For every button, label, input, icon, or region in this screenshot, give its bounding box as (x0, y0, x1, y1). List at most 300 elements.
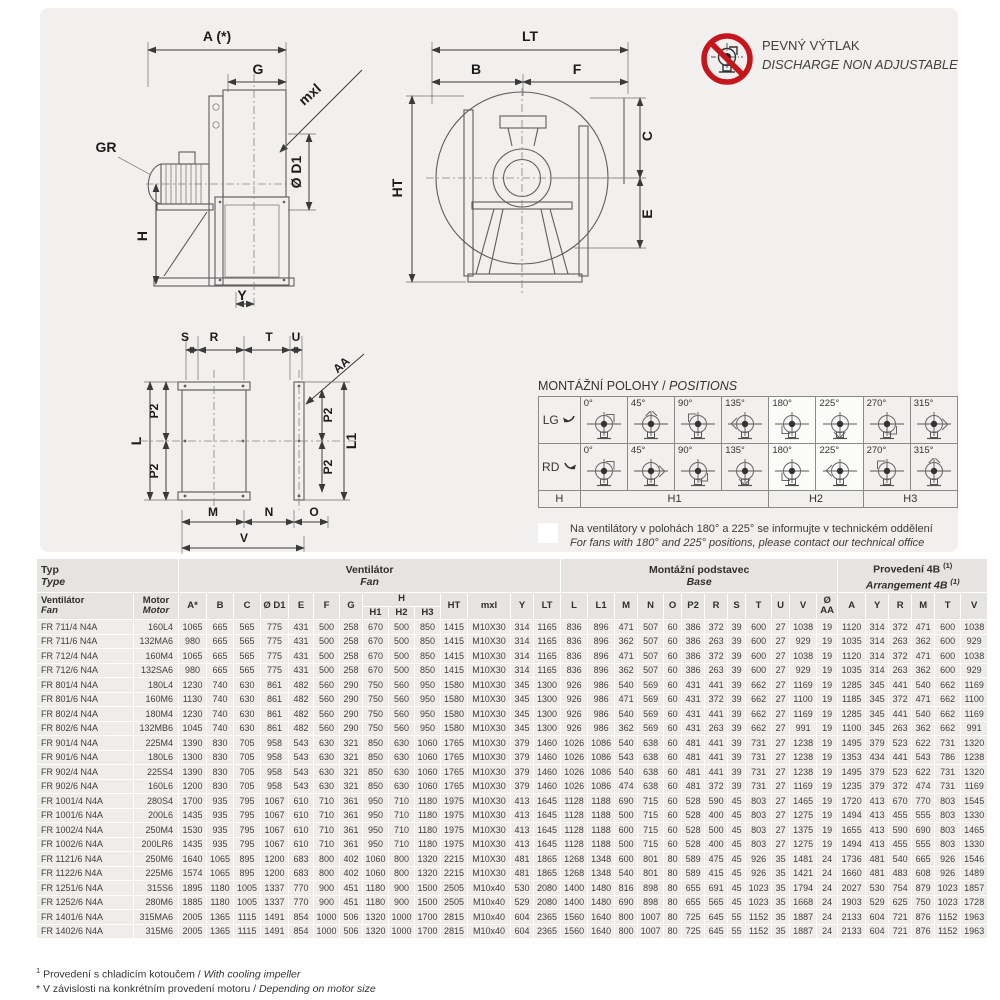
value-cell: 1180 (207, 881, 233, 895)
value-cell: 560 (389, 722, 414, 736)
value-cell: 638 (638, 736, 663, 750)
value-cell: 754 (889, 881, 911, 895)
value-cell: 900 (314, 881, 339, 895)
value-cell: 1035 (838, 664, 865, 678)
value-cell: 1320 (961, 736, 987, 750)
value-cell: 1700 (415, 910, 440, 924)
value-cell: 560 (314, 707, 339, 721)
value-cell: 665 (207, 635, 233, 649)
dim-label-p2: P2 (147, 463, 161, 479)
position-cell-lg-270 (863, 397, 910, 444)
value-cell: 2027 (838, 881, 865, 895)
fan-name-cell: FR 901/4 N4A (37, 736, 133, 750)
value-cell: 1188 (588, 809, 614, 823)
value-cell: 740 (207, 693, 233, 707)
value-cell: 775 (261, 635, 288, 649)
value-cell: 929 (790, 664, 816, 678)
header-col: M (912, 593, 934, 619)
value-cell: 60 (664, 678, 681, 692)
value-cell: 683 (289, 852, 313, 866)
value-cell: 345 (511, 678, 533, 692)
value-cell: 1736 (838, 852, 865, 866)
value-cell: 345 (866, 707, 888, 721)
value-cell: 500 (314, 635, 339, 649)
value-cell: 1320 (363, 910, 388, 924)
value-cell: 263 (889, 664, 911, 678)
value-cell: 500 (314, 620, 339, 634)
value-cell: 565 (234, 620, 260, 634)
value-cell: 950 (363, 823, 388, 837)
dim-label-p2: P2 (321, 407, 335, 423)
table-row (37, 867, 987, 881)
value-cell: 896 (588, 620, 614, 634)
value-cell: 1348 (588, 852, 614, 866)
value-cell: 362 (615, 722, 637, 736)
value-cell: 1268 (561, 852, 587, 866)
value-cell: 731 (935, 736, 960, 750)
value-cell: 861 (261, 707, 288, 721)
value-cell: 500 (389, 664, 414, 678)
rotate-right-arrow-icon (563, 461, 577, 471)
value-cell: 1169 (790, 780, 816, 794)
value-cell: 60 (664, 722, 681, 736)
value-cell: 1530 (179, 823, 206, 837)
value-cell: 39 (728, 736, 745, 750)
value-cell: 630 (234, 693, 260, 707)
value-cell: 314 (511, 664, 533, 678)
value-cell: M10X30 (468, 736, 510, 750)
value-cell: 690 (912, 823, 934, 837)
value-cell: 361 (340, 809, 362, 823)
white-cell-legend-swatch (538, 523, 558, 543)
value-cell: 400 (705, 809, 727, 823)
value-cell: 1885 (179, 896, 206, 910)
value-cell: M10x40 (468, 881, 510, 895)
value-cell: 830 (207, 780, 233, 794)
angle-label: 225° (819, 445, 840, 456)
value-cell: 45 (728, 896, 745, 910)
value-cell: 1415 (441, 664, 467, 678)
value-cell: 431 (289, 664, 313, 678)
value-cell: 895 (234, 867, 260, 881)
header-col: E (289, 593, 313, 619)
angle-label: 90° (678, 398, 693, 409)
value-cell: 415 (705, 867, 727, 881)
value-cell: 569 (638, 707, 663, 721)
value-cell: 1007 (638, 910, 663, 924)
motor-cell: 280M6 (134, 896, 178, 910)
value-cell: 1038 (790, 620, 816, 634)
value-cell: 451 (340, 881, 362, 895)
dim-label-f: F (572, 61, 582, 77)
value-cell: 1165 (534, 649, 560, 663)
positions-title-en: POSITIONS (669, 379, 738, 393)
header-col-h-group: H (363, 593, 440, 606)
value-cell: 400 (705, 838, 727, 852)
value-cell: 1268 (561, 867, 587, 881)
value-cell: 474 (615, 780, 637, 794)
value-cell: 710 (314, 809, 339, 823)
value-cell: 630 (389, 751, 414, 765)
value-cell: 27 (772, 765, 789, 779)
value-cell: M10X30 (468, 620, 510, 634)
dim-label-t: T (265, 330, 273, 344)
value-cell: 1023 (746, 896, 771, 910)
value-cell: 715 (638, 838, 663, 852)
value-cell: 481 (866, 867, 888, 881)
value-cell: 27 (772, 751, 789, 765)
table-row (37, 722, 987, 736)
value-cell: 361 (340, 794, 362, 808)
value-cell: 638 (638, 765, 663, 779)
header-col: Ø AA (817, 593, 837, 619)
value-cell: 19 (817, 635, 837, 649)
value-cell: 543 (289, 736, 313, 750)
value-cell: 471 (912, 620, 934, 634)
value-cell: 662 (746, 707, 771, 721)
value-cell: 372 (705, 693, 727, 707)
value-cell: 750 (912, 896, 934, 910)
value-cell: 372 (889, 620, 911, 634)
value-cell: 803 (935, 809, 960, 823)
value-cell: 441 (889, 678, 911, 692)
value-cell: 638 (638, 751, 663, 765)
value-cell: 655 (682, 881, 704, 895)
value-cell: 662 (746, 678, 771, 692)
value-cell: 507 (638, 649, 663, 663)
table-row (37, 635, 987, 649)
value-cell: 1026 (561, 765, 587, 779)
value-cell: 795 (234, 823, 260, 837)
fan-name-cell: FR 1121/6 N4A (37, 852, 133, 866)
value-cell: 715 (638, 809, 663, 823)
value-cell: M10X30 (468, 693, 510, 707)
value-cell: 35 (772, 881, 789, 895)
value-cell: 386 (682, 635, 704, 649)
dim-label-n: N (264, 505, 274, 519)
value-cell: 705 (234, 765, 260, 779)
value-cell: 321 (340, 751, 362, 765)
value-cell: 1546 (961, 852, 987, 866)
value-cell: 929 (790, 635, 816, 649)
value-cell: 1035 (838, 635, 865, 649)
dim-label-d1: Ø D1 (288, 155, 304, 189)
value-cell: 1067 (261, 838, 288, 852)
value-cell: 665 (207, 664, 233, 678)
value-cell: 2005 (179, 910, 206, 924)
value-cell: 362 (912, 722, 934, 736)
value-cell: 1480 (588, 881, 614, 895)
value-cell: 1200 (261, 867, 288, 881)
value-cell: 1640 (179, 852, 206, 866)
value-cell: 19 (817, 780, 837, 794)
value-cell: 24 (817, 852, 837, 866)
value-cell: 362 (912, 664, 934, 678)
fan-position-icon (725, 458, 765, 488)
value-cell: 500 (314, 664, 339, 678)
value-cell: 935 (207, 823, 233, 837)
value-cell: 540 (615, 678, 637, 692)
value-cell: 1152 (935, 925, 960, 939)
value-cell: 19 (817, 751, 837, 765)
value-cell: 836 (561, 635, 587, 649)
value-cell: 555 (912, 838, 934, 852)
value-cell: 1007 (638, 925, 663, 939)
value-cell: 670 (363, 664, 388, 678)
value-cell: 263 (705, 635, 727, 649)
value-cell: 1975 (441, 809, 467, 823)
value-cell: 481 (511, 867, 533, 881)
value-cell: 935 (207, 794, 233, 808)
value-cell: 1300 (534, 707, 560, 721)
value-cell: 528 (682, 823, 704, 837)
header-col: C (234, 593, 260, 619)
value-cell: 740 (207, 722, 233, 736)
value-cell: 740 (207, 707, 233, 721)
value-cell: 540 (912, 707, 934, 721)
value-cell: 413 (866, 838, 888, 852)
value-cell: 1180 (363, 896, 388, 910)
value-cell: 850 (415, 635, 440, 649)
prohibition-caption-en: DISCHARGE NON ADJUSTABLE (762, 57, 958, 72)
value-cell: 19 (817, 765, 837, 779)
value-cell: 850 (363, 765, 388, 779)
value-cell: 600 (746, 664, 771, 678)
header-col: R (705, 593, 727, 619)
value-cell: 1235 (838, 780, 865, 794)
value-cell: 1165 (534, 620, 560, 634)
value-cell: 1765 (441, 736, 467, 750)
value-cell: 540 (889, 852, 911, 866)
value-cell: 830 (207, 736, 233, 750)
value-cell: 481 (866, 852, 888, 866)
value-cell: 543 (289, 765, 313, 779)
value-cell: 1238 (790, 751, 816, 765)
value-cell: M10X30 (468, 809, 510, 823)
value-cell: 345 (866, 678, 888, 692)
value-cell: 2505 (441, 896, 467, 910)
value-cell: 314 (866, 649, 888, 663)
header-group-arrangement: Provedení 4B $^{(1)}$ Arrangement 4B $^{(1)}$ (838, 559, 987, 592)
value-cell: 1365 (207, 925, 233, 939)
value-cell: M10X30 (468, 722, 510, 736)
dim-label-c: C (639, 130, 655, 142)
value-cell: 590 (889, 823, 911, 837)
value-cell: 803 (746, 823, 771, 837)
value-cell: 1887 (790, 910, 816, 924)
value-cell: 850 (415, 649, 440, 663)
angle-label: 225° (819, 398, 840, 409)
value-cell: 500 (389, 635, 414, 649)
value-cell: 1100 (961, 693, 987, 707)
value-cell: 474 (912, 780, 934, 794)
value-cell: M10x40 (468, 925, 510, 939)
fan-name-cell: FR 801/4 N4A (37, 678, 133, 692)
fan-name-cell: FR 712/4 N4A (37, 649, 133, 663)
position-cell-lg-90 (675, 397, 722, 444)
value-cell: 1435 (179, 838, 206, 852)
fan-position-icon (678, 458, 718, 488)
fan-position-icon (820, 458, 860, 488)
value-cell: 263 (705, 664, 727, 678)
value-cell: 500 (314, 649, 339, 663)
value-cell: 926 (561, 678, 587, 692)
value-cell: 569 (638, 678, 663, 692)
value-cell: 1060 (415, 765, 440, 779)
table-row (37, 649, 987, 663)
value-cell: 1180 (415, 838, 440, 852)
table-row (37, 693, 987, 707)
value-cell: 1580 (441, 678, 467, 692)
value-cell: 803 (935, 823, 960, 837)
value-cell: 662 (935, 722, 960, 736)
value-cell: 39 (728, 664, 745, 678)
header-col: L (561, 593, 587, 619)
value-cell: 850 (415, 620, 440, 634)
value-cell: 413 (866, 823, 888, 837)
value-cell: 589 (682, 867, 704, 881)
value-cell: 1130 (179, 693, 206, 707)
value-cell: 1580 (441, 722, 467, 736)
value-cell: 800 (314, 867, 339, 881)
value-cell: 27 (772, 649, 789, 663)
value-cell: 1188 (588, 838, 614, 852)
value-cell: 980 (179, 635, 206, 649)
value-cell: 19 (817, 678, 837, 692)
value-cell: 386 (682, 620, 704, 634)
value-cell: 1115 (234, 910, 260, 924)
value-cell: 750 (363, 693, 388, 707)
position-cell-lg-0 (580, 397, 627, 444)
value-cell: 1655 (838, 823, 865, 837)
value-cell: 560 (389, 678, 414, 692)
value-cell: M10X30 (468, 635, 510, 649)
value-cell: 1975 (441, 794, 467, 808)
value-cell: 1200 (179, 780, 206, 794)
footer-h2: H2 (769, 491, 863, 508)
value-cell: M10X30 (468, 751, 510, 765)
value-cell: 1465 (790, 794, 816, 808)
value-cell: 861 (261, 722, 288, 736)
value-cell: 1065 (179, 649, 206, 663)
table-row (37, 707, 987, 721)
fan-position-icon (772, 411, 812, 441)
dim-label-e: E (639, 209, 655, 219)
value-cell: 560 (314, 693, 339, 707)
value-cell: 1330 (961, 809, 987, 823)
value-cell: 1700 (179, 794, 206, 808)
value-cell: 665 (207, 620, 233, 634)
motor-cell: 132MB6 (134, 722, 178, 736)
value-cell: 372 (889, 693, 911, 707)
value-cell: 1421 (790, 867, 816, 881)
value-cell: 345 (866, 722, 888, 736)
value-cell: 950 (415, 693, 440, 707)
fan-position-icon (584, 458, 624, 488)
value-cell: 1353 (838, 751, 865, 765)
value-cell: 45 (728, 823, 745, 837)
value-cell: 441 (705, 707, 727, 721)
value-cell: 986 (588, 693, 614, 707)
dim-label-u: U (291, 330, 301, 344)
value-cell: 528 (682, 809, 704, 823)
motor-cell: 180M4 (134, 707, 178, 721)
fan-side-view-drawing (48, 12, 370, 312)
header-col: N (638, 593, 663, 619)
value-cell: 715 (638, 794, 663, 808)
value-cell: 1645 (534, 823, 560, 837)
dim-label-ht: HT (389, 178, 405, 198)
value-cell: 565 (234, 635, 260, 649)
value-cell: 290 (340, 693, 362, 707)
table-row (37, 736, 987, 750)
value-cell: 980 (179, 664, 206, 678)
value-cell: 775 (261, 649, 288, 663)
value-cell: 850 (363, 736, 388, 750)
spec-table (36, 558, 988, 939)
fan-position-icon (631, 458, 671, 488)
table-row (37, 678, 987, 692)
value-cell: 481 (682, 765, 704, 779)
angle-label: 315° (913, 445, 934, 456)
value-cell: 1495 (838, 736, 865, 750)
value-cell: 604 (511, 925, 533, 939)
value-cell: 441 (705, 736, 727, 750)
value-cell: 898 (638, 881, 663, 895)
value-cell: 926 (935, 852, 960, 866)
value-cell: 715 (638, 823, 663, 837)
value-cell: 690 (615, 896, 637, 910)
positions-title (538, 379, 737, 393)
value-cell: 39 (728, 635, 745, 649)
value-cell: 560 (389, 693, 414, 707)
angle-label: 45° (630, 398, 646, 409)
value-cell: 441 (705, 765, 727, 779)
angle-label: 270° (866, 445, 887, 456)
table-row (37, 664, 987, 678)
value-cell: 800 (314, 852, 339, 866)
header-col: V (961, 593, 987, 619)
value-cell: 926 (935, 867, 960, 881)
footnote-motor-size: * V závislosti na konkrétním provedení motoru / Depending on motor size (36, 982, 376, 995)
value-cell: 710 (389, 823, 414, 837)
value-cell: 1275 (790, 838, 816, 852)
value-cell: 1574 (179, 867, 206, 881)
header-col: Y (511, 593, 533, 619)
value-cell: 45 (728, 881, 745, 895)
value-cell: 24 (817, 896, 837, 910)
value-cell: 705 (234, 751, 260, 765)
value-cell: 362 (615, 635, 637, 649)
value-cell: 816 (615, 881, 637, 895)
value-cell: 60 (664, 838, 681, 852)
value-cell: 1495 (838, 765, 865, 779)
value-cell: M10X30 (468, 794, 510, 808)
value-cell: 1963 (961, 925, 987, 939)
value-cell: 361 (340, 838, 362, 852)
value-cell: 775 (261, 664, 288, 678)
value-cell: 950 (363, 809, 388, 823)
value-cell: 630 (234, 678, 260, 692)
value-cell: 379 (511, 780, 533, 794)
value-cell: 483 (889, 867, 911, 881)
value-cell: 1415 (441, 620, 467, 634)
value-cell: 850 (415, 664, 440, 678)
value-cell: 895 (234, 852, 260, 866)
dim-label-s: S (180, 330, 190, 344)
position-cell-lg-135 (722, 397, 769, 444)
value-cell: 710 (389, 809, 414, 823)
